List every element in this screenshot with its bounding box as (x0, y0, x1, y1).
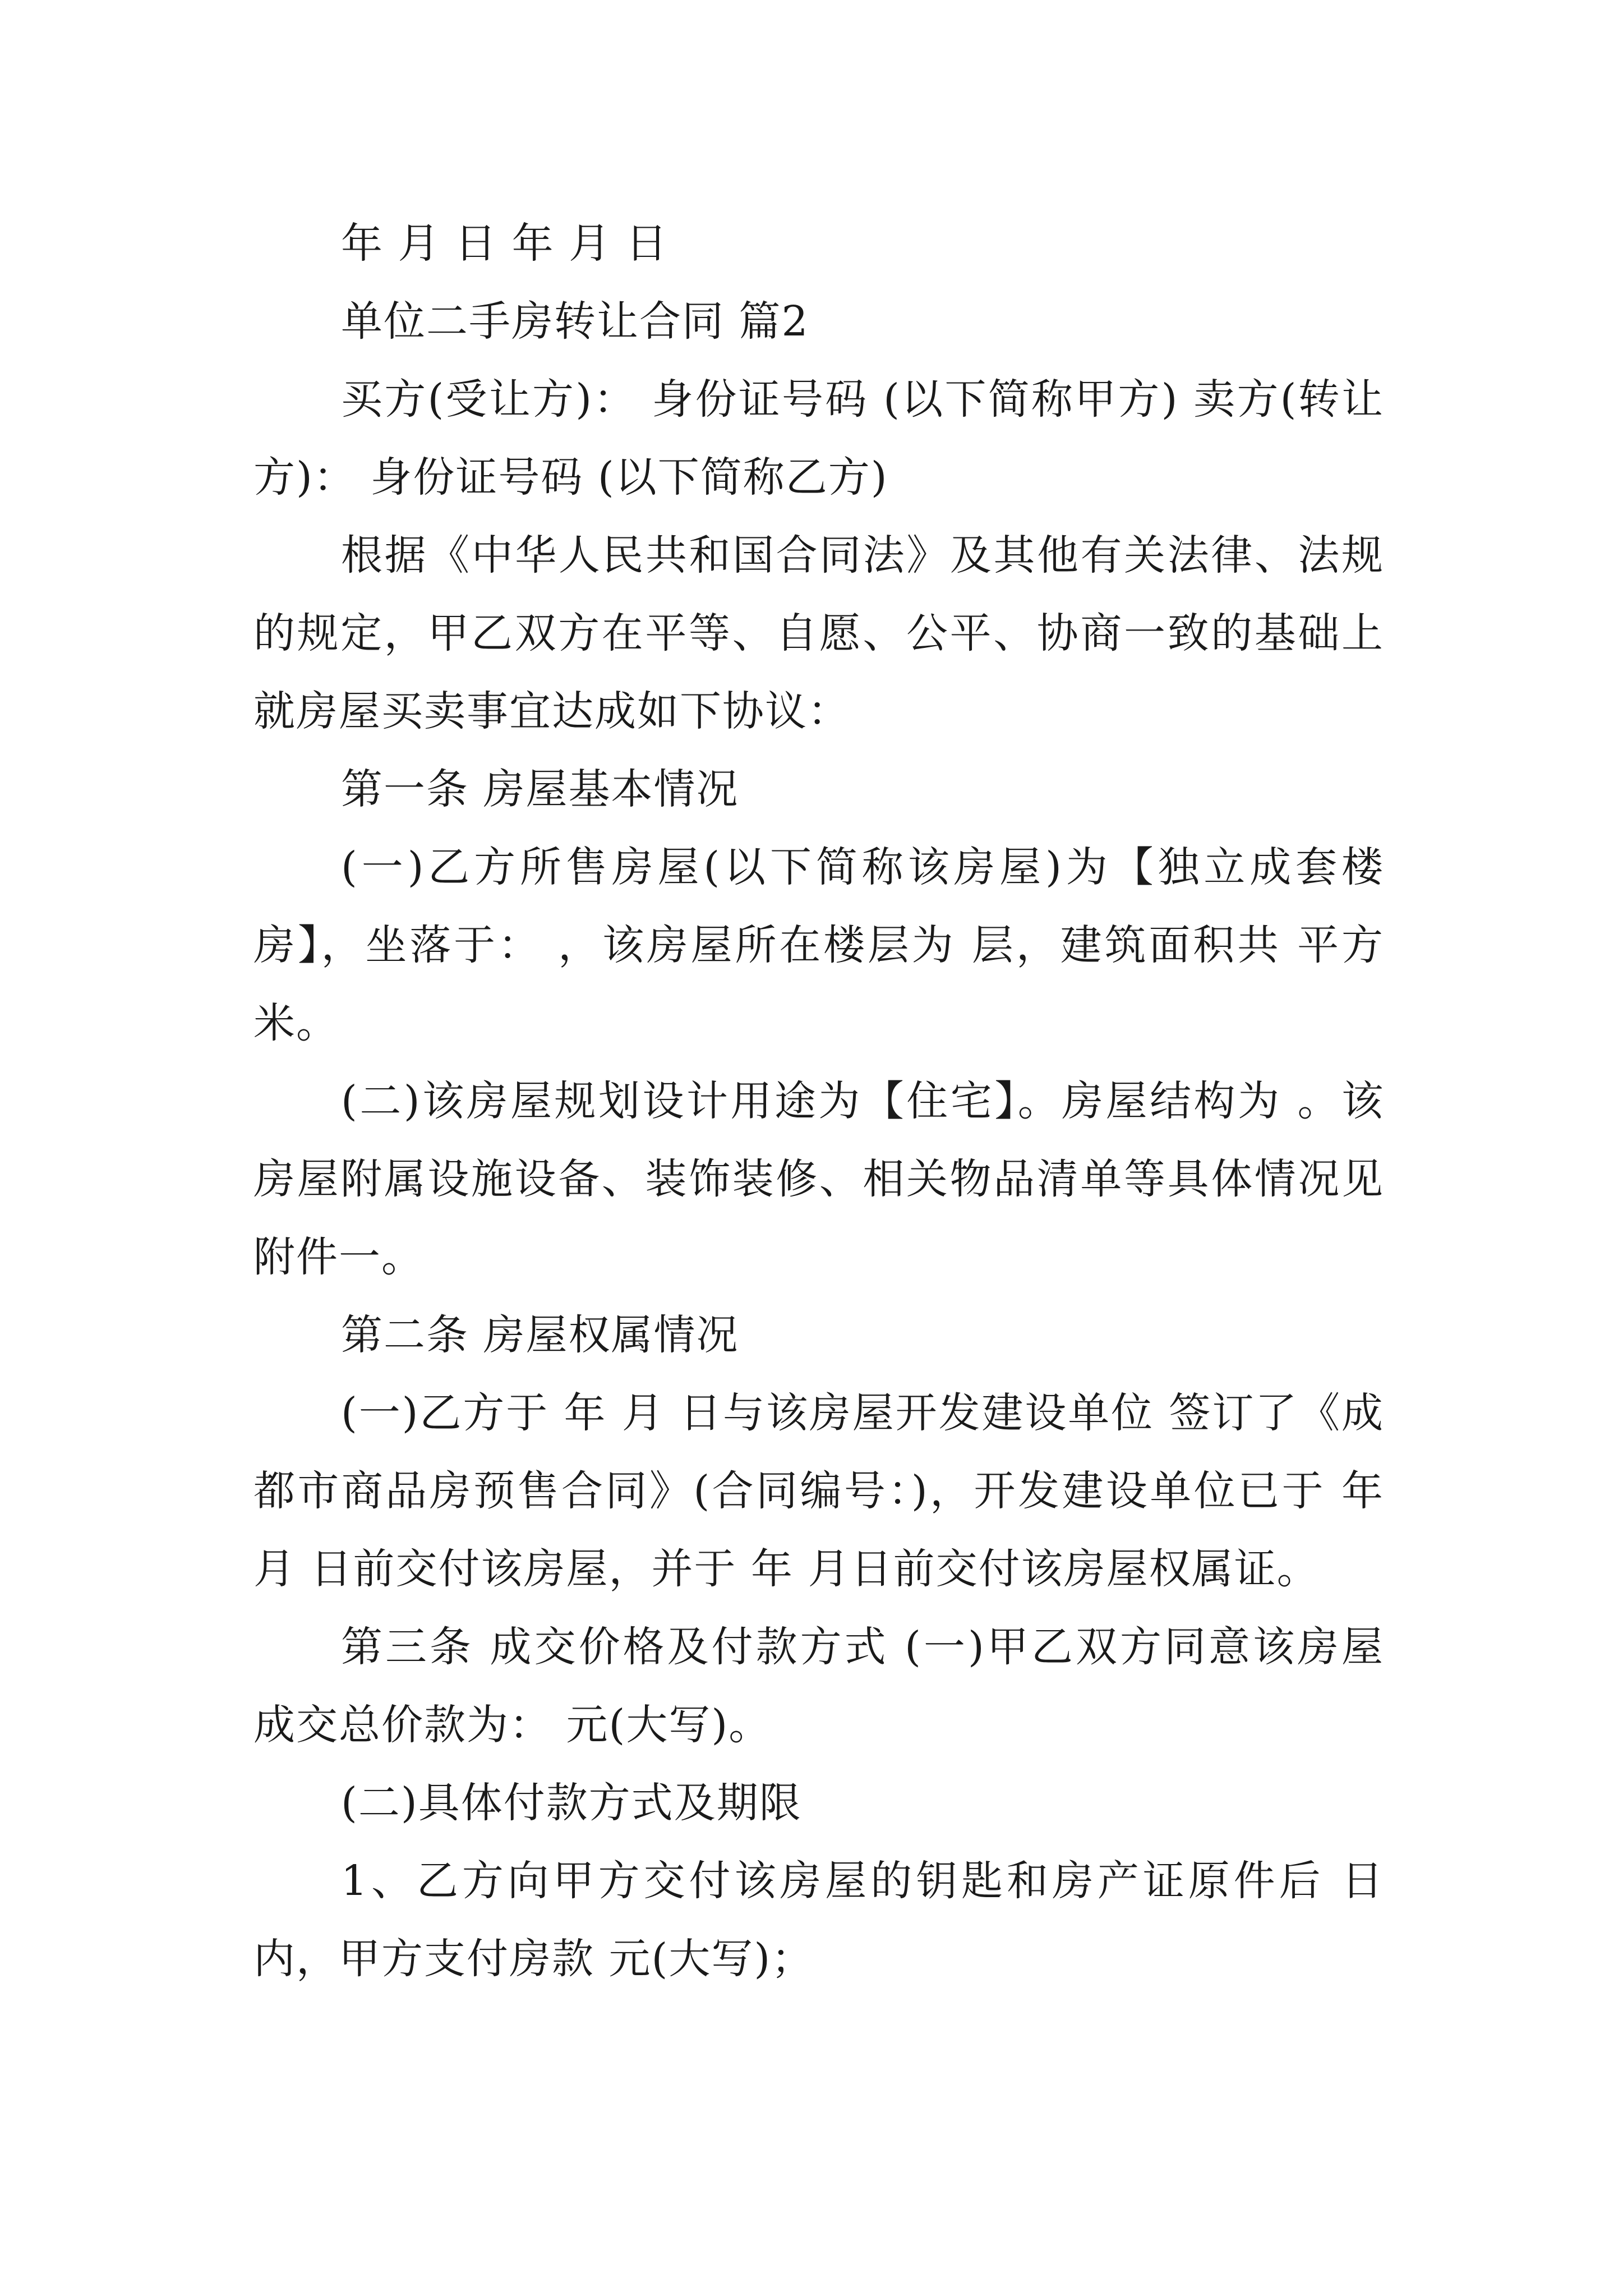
preamble-paragraph: 根据《中华人民共和国合同法》及其他有关法律、法规的规定，甲乙双方在平等、自愿、公平、协商一致的基础上就房屋买卖事宜达成如下协议： (253, 531, 1384, 735)
date-line: 年 月 日 年 月 日 (341, 219, 668, 268)
parties-paragraph: 买方(受让方)： 身份证号码 (以下简称甲方) 卖方(转让方)： 身份证号码 (以下简称乙方) (253, 375, 1384, 501)
article-1-heading: 第一条 房屋基本情况 (341, 765, 739, 813)
section-title: 单位二手房转让合同 篇2 (341, 297, 809, 346)
article-3-paragraph: 第三条 成交价格及付款方式 (一)甲乙双方同意该房屋成交总价款为： 元(大写)。 (253, 1623, 1384, 1749)
payment-item-1: 1、乙方向甲方交付该房屋的钥匙和房产证原件后 日内，甲方支付房款 元(大写)； (253, 1857, 1384, 1983)
article-2-clause-1: (一)乙方于 年 月 日与该房屋开发建设单位 签订了《成都市商品房预售合同》(合同编号：)，开发建设单位已于 年 月 日前交付该房屋，并于 年 月日前交付该房屋权属证。 (253, 1389, 1384, 1593)
article-1-clause-2: (二)该房屋规划设计用途为【住宅】。房屋结构为 。该房屋附属设施设备、装饰装修、相关物品清单等具体情况见附件一。 (253, 1077, 1384, 1281)
document-body (253, 205, 1384, 1998)
article-1-clause-1: (一)乙方所售房屋(以下简称该房屋)为【独立成套楼房】，坐落于： ，该房屋所在楼层为 层，建筑面积共 平方米。 (253, 843, 1384, 1047)
article-2-heading: 第二条 房屋权属情况 (341, 1311, 739, 1359)
article-3-clause-2: (二)具体付款方式及期限 (341, 1779, 802, 1827)
